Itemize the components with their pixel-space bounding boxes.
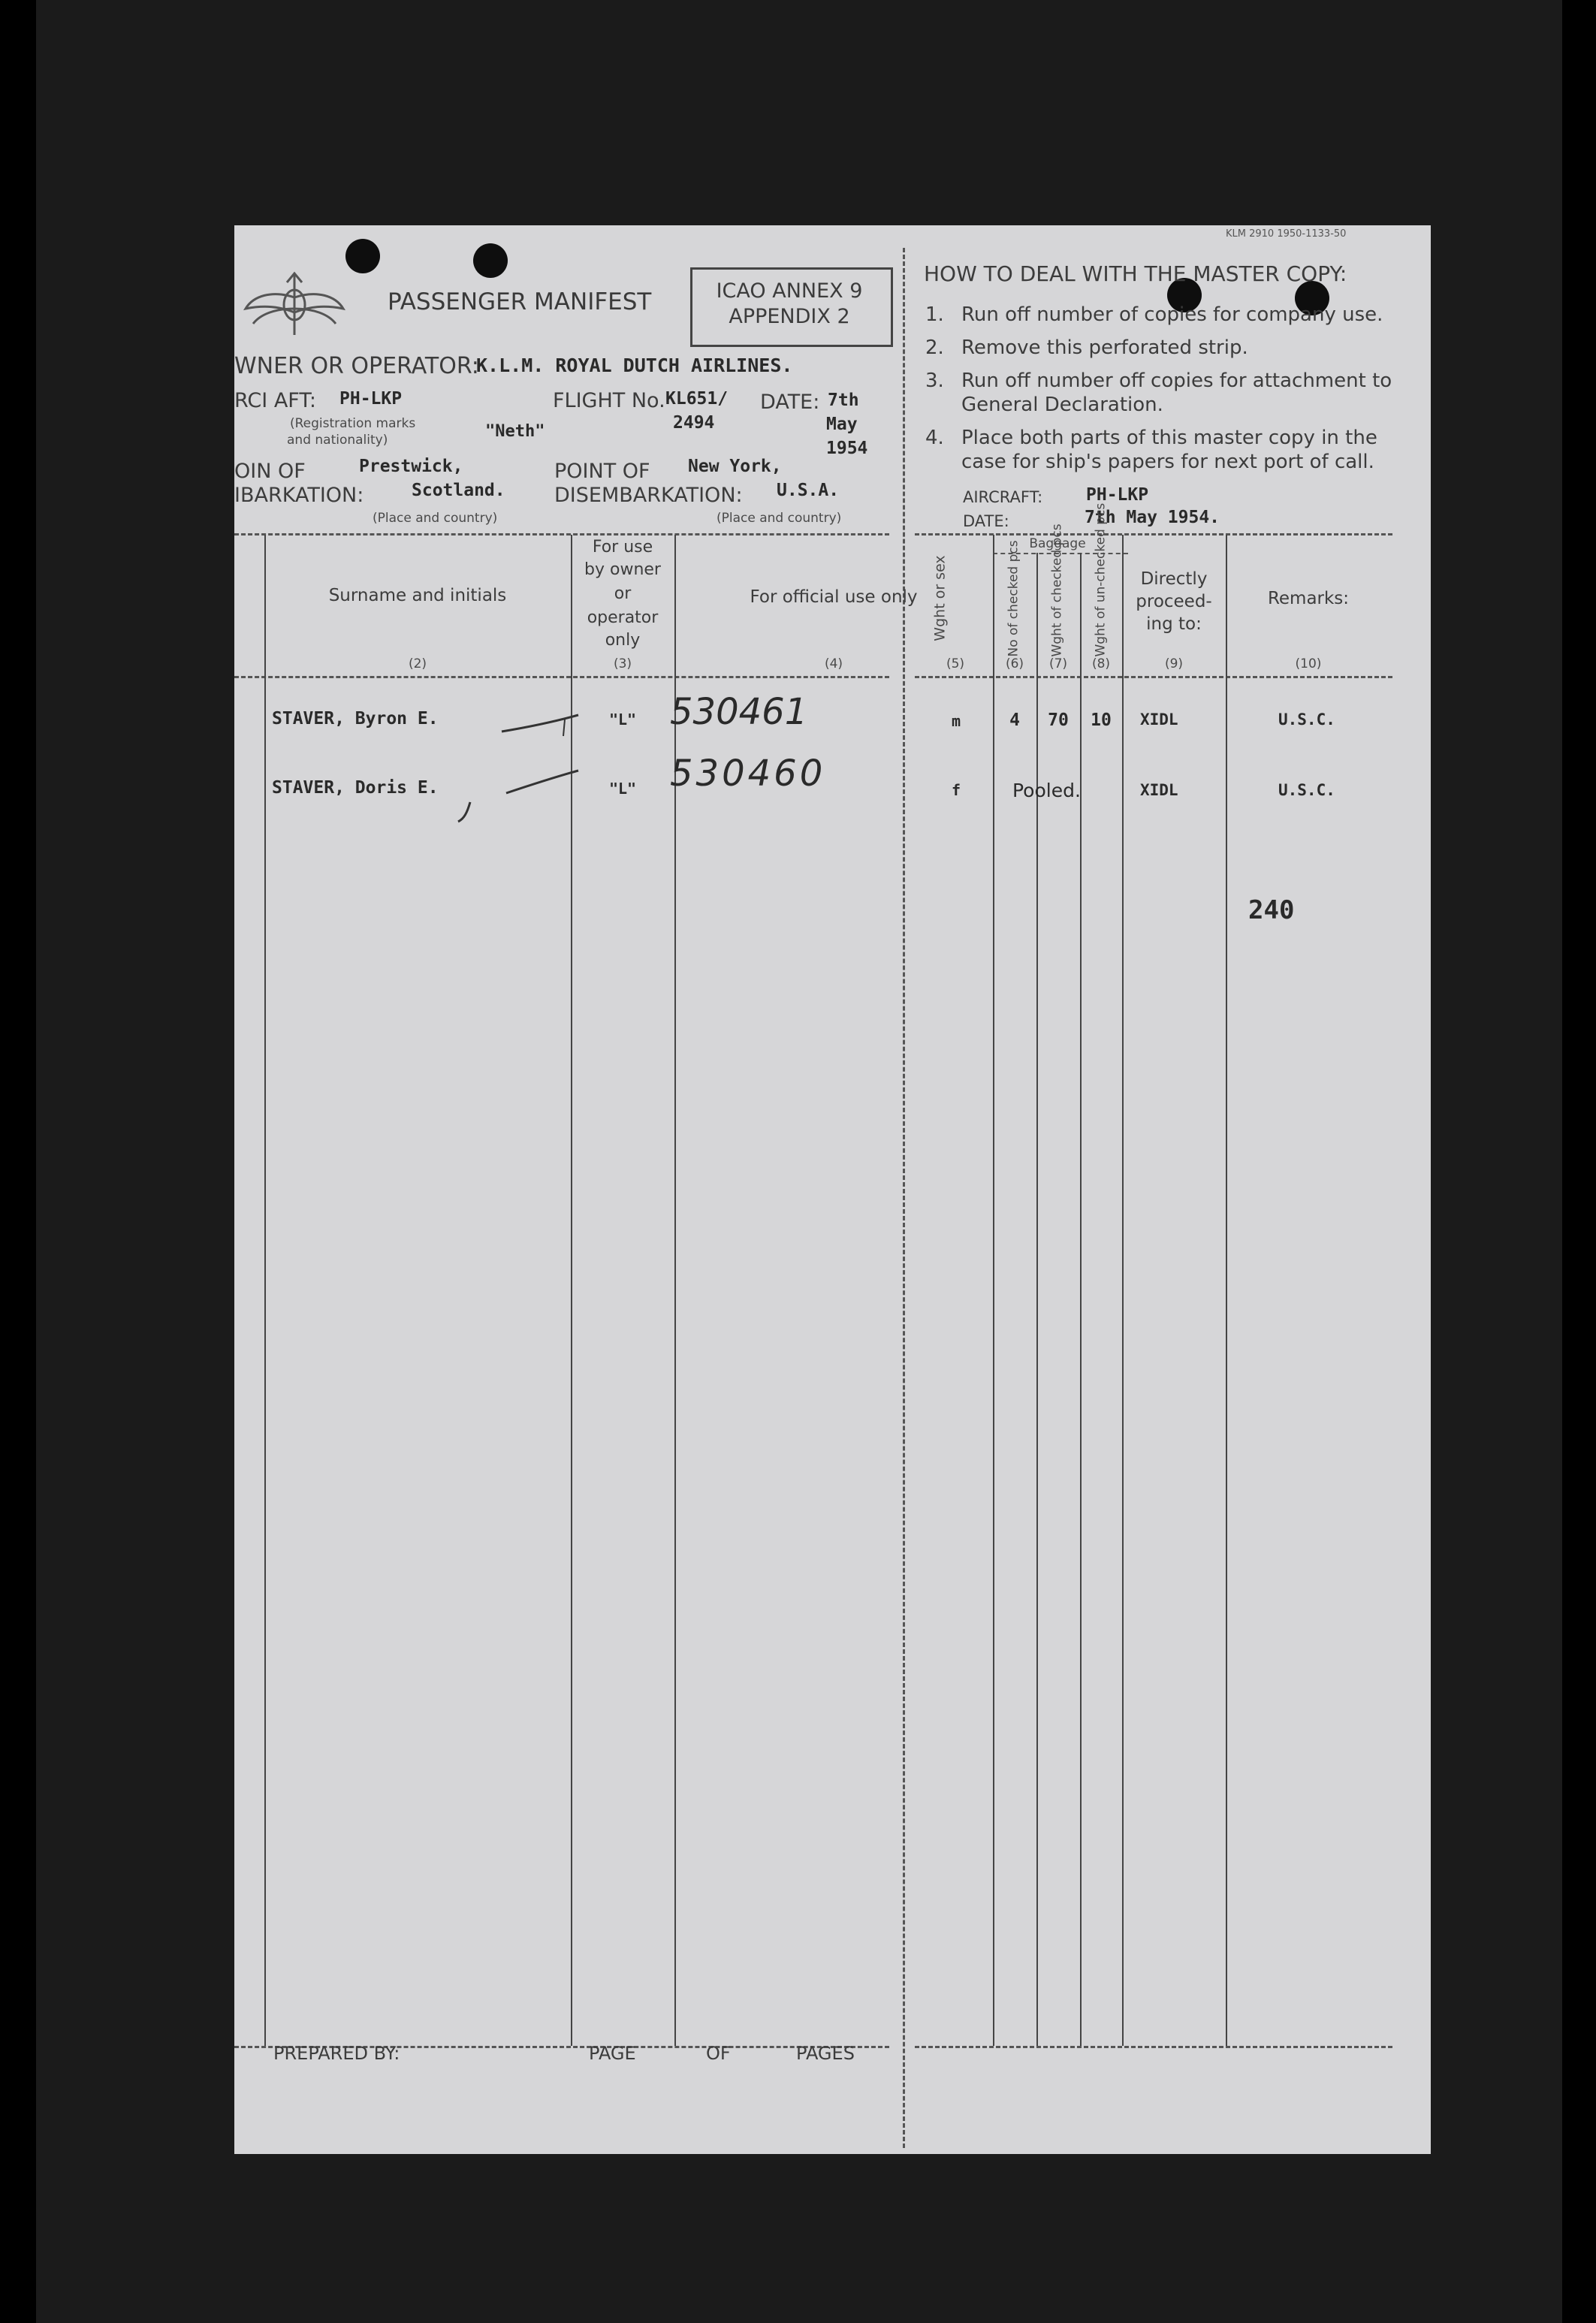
column-number-6: (6): [1005, 656, 1024, 671]
column-header-checked-weight: Wght of checked pcs: [1049, 523, 1065, 657]
handwritten-dash: [431, 759, 581, 826]
instruction-3-num: 3.: [925, 370, 944, 392]
aircraft-value: PH-LKP: [339, 389, 403, 409]
page-label: PAGE: [589, 2043, 636, 2064]
pages-label: PAGES: [796, 2043, 855, 2064]
aircraft-nationality: "Neth": [485, 422, 545, 441]
column-header-official: For official use only: [750, 587, 918, 607]
column-line: [1080, 553, 1082, 2046]
baggage-header: Baggage: [1029, 536, 1086, 551]
column-header-unchecked-weight: Wght of un-checked pcs: [1093, 502, 1109, 657]
passenger-official-number: 530460: [670, 753, 826, 795]
handwritten-dash: [499, 701, 581, 739]
column-line: [264, 535, 266, 2046]
instructions-aircraft-label: AIRCRAFT:: [963, 488, 1043, 506]
date-line-1: 7th: [828, 391, 859, 410]
flight-value-2: 2494: [673, 413, 715, 433]
embarkation-label-1: OIN OF: [234, 460, 306, 483]
column-header-operator-1: For use: [592, 538, 653, 557]
instruction-2-num: 2.: [925, 336, 944, 359]
passenger-checked-weight: 70: [1048, 710, 1069, 730]
passenger-checked-pieces: 4: [1009, 710, 1020, 730]
column-header-rule-left: [234, 676, 889, 678]
date-line-3: 1954: [826, 439, 868, 458]
flight-value-1: KL651/: [665, 389, 729, 409]
embarkation-label-2: IBARKATION:: [234, 484, 364, 507]
column-number-7: (7): [1048, 656, 1068, 671]
passenger-sex: m: [951, 712, 961, 730]
column-header-operator-4: operator: [587, 608, 659, 627]
instructions-date-value: 7th May 1954.: [1085, 508, 1220, 527]
instructions-heading: HOW TO DEAL WITH THE MASTER COPY:: [924, 261, 1347, 286]
stamp-number: 240: [1248, 895, 1295, 925]
column-line: [1036, 553, 1038, 2046]
left-dark-strip: [0, 0, 36, 2323]
flight-label: FLIGHT No.: [553, 389, 665, 412]
footer-rule-right: [915, 2046, 1392, 2048]
instruction-4-num: 4.: [925, 427, 944, 449]
column-header-rule-right: [915, 676, 1392, 678]
column-header-proceeding-1: Directly: [1140, 569, 1208, 589]
perforation-line: [903, 248, 905, 2148]
date-label: DATE:: [760, 391, 820, 414]
column-header-remarks: Remarks:: [1267, 589, 1350, 608]
instruction-1-num: 1.: [925, 303, 944, 326]
passenger-official-number: 530461: [670, 691, 808, 733]
punch-hole: [345, 239, 380, 273]
passenger-sex: f: [951, 781, 961, 799]
embarkation-value-1: Prestwick,: [359, 457, 463, 476]
instruction-3-text-2: General Declaration.: [961, 394, 1163, 416]
column-line: [993, 535, 994, 2046]
embarkation-value-2: Scotland.: [412, 481, 505, 500]
right-dark-strip: [1562, 0, 1596, 2323]
annex-line-2: APPENDIX 2: [729, 305, 850, 328]
aircraft-label: RCI AFT:: [234, 389, 316, 412]
of-label: OF: [706, 2043, 731, 2064]
header-rule-left: [234, 533, 889, 535]
column-number-4: (4): [824, 656, 843, 671]
column-header-operator-3: or: [614, 584, 632, 603]
disembarkation-label-2: DISEMBARKATION:: [554, 484, 743, 507]
passenger-proceeding: XIDL: [1140, 710, 1178, 729]
passenger-name: STAVER, Byron E.: [272, 709, 439, 729]
prepared-by-label: PREPARED BY:: [273, 2043, 400, 2064]
passenger-remarks: U.S.C.: [1278, 781, 1335, 799]
instructions-date-label: DATE:: [963, 512, 1009, 530]
aircraft-sub-1: (Registration marks: [290, 416, 416, 431]
column-number-8: (8): [1091, 656, 1111, 671]
column-number-3: (3): [613, 656, 632, 671]
passenger-name: STAVER, Doris E.: [272, 778, 439, 798]
passenger-proceeding: XIDL: [1140, 781, 1178, 799]
manifest-title: PASSENGER MANIFEST: [388, 288, 652, 315]
owner-label: WNER OR OPERATOR:: [234, 353, 479, 379]
column-line: [1226, 535, 1227, 2046]
column-header-operator-5: only: [605, 631, 641, 650]
annex-line-1: ICAO ANNEX 9: [716, 279, 863, 303]
passenger-operator-code: "L": [608, 710, 637, 729]
column-header-proceeding-2: proceed-: [1136, 592, 1212, 611]
disembarkation-sub: (Place and country): [717, 511, 842, 526]
instruction-1-text: Run off number of copies for company use.: [961, 303, 1383, 326]
column-header-checked-pcs: No of checked pcs: [1006, 540, 1021, 657]
passenger-operator-code: "L": [608, 780, 637, 798]
instruction-4-text: Place both parts of this master copy in the: [961, 427, 1377, 449]
instruction-2-text: Remove this perforated strip.: [961, 336, 1248, 359]
column-line: [1122, 535, 1124, 2046]
klm-wings-logo-icon: [242, 267, 347, 342]
date-line-2: May: [826, 415, 858, 434]
passenger-unchecked-weight: 10: [1091, 710, 1112, 730]
aircraft-sub-2: and nationality): [287, 433, 388, 448]
instructions-aircraft-value: PH-LKP: [1086, 485, 1149, 505]
punch-hole: [473, 243, 508, 278]
column-header-proceeding-3: ing to:: [1146, 614, 1202, 634]
instruction-4-text-2: case for ship's papers for next port of call.: [961, 451, 1374, 473]
disembarkation-value-2: U.S.A.: [777, 481, 840, 500]
passenger-pooled-note: Pooled.: [1012, 780, 1081, 801]
instruction-3-text: Run off number off copies for attachment to: [961, 370, 1392, 392]
column-number-2: (2): [408, 656, 427, 671]
column-header-surname: Surname and initials: [328, 586, 507, 605]
disembarkation-value-1: New York,: [688, 457, 782, 476]
passenger-remarks: U.S.C.: [1278, 710, 1335, 729]
disembarkation-label-1: POINT OF: [554, 460, 650, 483]
column-header-operator-2: by owner: [584, 560, 661, 579]
column-number-5: (5): [946, 656, 965, 671]
owner-value: K.L.M. ROYAL DUTCH AIRLINES.: [476, 354, 793, 376]
manifest-sheet: [234, 225, 1431, 2154]
header-rule-right: [915, 533, 1392, 535]
column-number-10: (10): [1295, 656, 1322, 671]
column-header-weight-sex: Wght or sex: [931, 555, 949, 641]
column-number-9: (9): [1164, 656, 1184, 671]
embarkation-sub: (Place and country): [373, 511, 498, 526]
form-number: KLM 2910 1950-1133-50: [1226, 228, 1347, 240]
